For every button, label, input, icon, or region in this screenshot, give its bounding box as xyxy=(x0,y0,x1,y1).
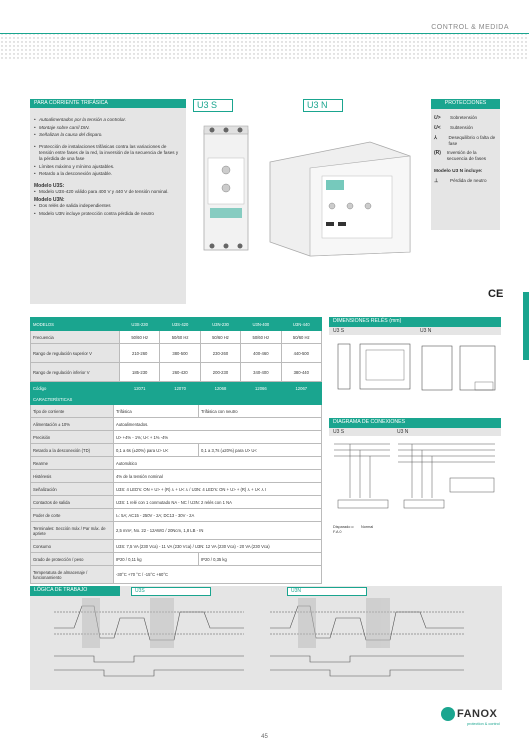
connection-diagram xyxy=(330,438,500,518)
u3s-item: • Modelo U3S-420 válido para 400 V y 440 V de tensión nominal. xyxy=(34,189,182,195)
u3n-list xyxy=(34,203,182,217)
description-item: • Protección de instalaciones trifásicas contra las variaciones de tensión entre fases de la red, la inversión de la secuencia de fases y la pérdida de una fase xyxy=(34,144,182,162)
u3n-extra-title: Modelo U3 N incluye: xyxy=(434,169,483,174)
dim-label-u3s: U3 S xyxy=(333,328,345,334)
u3s-list xyxy=(34,189,182,195)
table-row: Histéresis 4% de la tensión nominal xyxy=(31,470,322,483)
description-list xyxy=(34,144,182,177)
table-row: Grado de protección / peso IP20 / 0,11 kg IP20 / 0,35 kg xyxy=(31,553,322,566)
logica-title: LÓGICA DE TRABAJO xyxy=(30,586,120,596)
protecciones-title: PROTECCIONES xyxy=(431,99,500,109)
product-title-u3s: U3 S xyxy=(193,99,233,112)
page-header xyxy=(0,0,529,60)
fault-label: Disparado o F.A 0 xyxy=(333,525,354,534)
feature-item: • Señalizan la causa del disparo. xyxy=(34,132,182,138)
product-title-u3n: U3 N xyxy=(303,99,343,112)
header-dot-pattern xyxy=(0,32,529,60)
table-row: Rearme Automático xyxy=(31,457,322,470)
table-row: Retardo a la desconexión (TD) 0,1 a 6s (±20%) para U> U< 0,1 a 3,7s (±20%) para U> U< xyxy=(31,444,322,457)
u3n-heading: Modelo U3N: xyxy=(34,197,65,203)
table-row: Código 12071 12070 12068 12066 12067 xyxy=(31,382,322,395)
protecciones-list xyxy=(434,115,498,184)
description-item: • Límites máximo y mínimo ajustables. xyxy=(34,164,182,170)
u3n-item: • Modelo U3N incluye protección contra pérdida de neutro xyxy=(34,211,182,217)
protection-item: (R) Inversión de la secuencia de fases xyxy=(434,150,487,161)
diagrama-subheader xyxy=(329,428,501,436)
table-row: Terminales: Sección máx / Par máx. de apriete 2,5 mm², No. 22 - 12AWG / 20Ncm, 1,8 LB - IN xyxy=(31,522,322,540)
caracteristicas-header-row: CARACTERÍSTICAS xyxy=(31,394,322,405)
table-row: Poder de corte Iₙ: 5A; AC15 - 250V - 2A; DC13 - 30V - 2A xyxy=(31,509,322,522)
ce-mark: CE xyxy=(488,288,504,300)
logica-label-u3n: U3N xyxy=(287,587,367,596)
normal-label: Normal xyxy=(361,525,374,529)
logic-timing-diagrams xyxy=(34,598,499,688)
dimensiones-title: DIMENSIONES RELÉS (mm) xyxy=(329,317,501,327)
table-row: Consumo U3S: 7,5 VA (230 Vca) - 11 VA (230 Vca) / U3N: 12 VA (230 Vca) - 20 VA (230 Vca) xyxy=(31,540,322,553)
header-rule xyxy=(0,33,529,34)
table-row: Temperatura de almacenaje / funcionamiento -30°C +70 °C / -15°C +60°C xyxy=(31,566,322,584)
page-number: 45 xyxy=(261,734,268,740)
dim-label-u3n: U3 N xyxy=(420,328,432,334)
table-row: Rango de regulación inferior V 185-230 260-420 200-230 340-400 380-440 xyxy=(31,363,322,382)
logica-label-u3s: U3S xyxy=(131,587,211,596)
table-row: Frecuencia 50/60 Hz 50/60 Hz 50/60 Hz 50/60 Hz 50/60 Hz xyxy=(31,331,322,344)
section-title: CONTROL & MEDIDA xyxy=(431,24,509,31)
table-row: Contactos de salida U3S: 1 relé con 1 conmutado NA - NC / U3N: 2 relés con 1 NA xyxy=(31,496,322,509)
diag-label-u3n: U3 N xyxy=(397,429,409,435)
intro-content xyxy=(34,117,182,218)
protection-item: ⊥ Pérdida de neutro xyxy=(434,178,487,184)
brand-logo xyxy=(441,705,511,729)
protection-item: ⅄ Desequilibrio o falta de fase xyxy=(434,135,496,146)
models-table xyxy=(30,317,322,395)
table-row: Precisión U> +4% - 1%; U< + 1% -4% xyxy=(31,431,322,444)
models-header-row: MODELOS U3S-230 U3S-420 U3N-230 U3N-400 U3N-440 xyxy=(31,318,322,331)
intro-title: PARA CORRIENTE TRIFÁSICA xyxy=(30,99,186,108)
table-row: Tipo de corriente Trifásica Trifásica con neutro xyxy=(31,405,322,418)
table-row: Rango de regulación superior V 210-260 380-500 230-260 400-460 440-500 xyxy=(31,344,322,363)
dimensiones-subheader xyxy=(329,327,501,335)
u3n-relay-image xyxy=(250,132,425,257)
dimension-drawings xyxy=(330,336,500,396)
feature-list xyxy=(34,117,182,138)
protection-item: U> Sobretensión xyxy=(434,115,478,121)
u3s-heading: Modelo U3S: xyxy=(34,183,65,189)
feature-item: • Autoalimentados por la tensión a controlar. xyxy=(34,117,182,123)
brand-tagline: protection & control xyxy=(467,722,500,726)
diag-label-u3s: U3 S xyxy=(333,429,345,435)
side-tab xyxy=(523,292,529,360)
u3n-item: • Dos relés de salida independientes xyxy=(34,203,182,209)
u3s-relay-image xyxy=(196,118,256,256)
caracteristicas-table xyxy=(30,393,322,584)
brand-logo-mark xyxy=(441,707,455,721)
table-row: Alimentación ± 10% Autoalimentados. xyxy=(31,418,322,431)
brand-name: FANOX xyxy=(457,708,498,720)
diagrama-title: DIAGRAMA DE CONEXIONES xyxy=(329,418,501,428)
table-row: Señalización U3S: 4 LED's: ON + U> + (R) ⅄ + U< ⅄ / U3N: 4 LED's: ON + U> + (R) ⅄ + U< ⅄ I xyxy=(31,483,322,496)
feature-item: • Montaje sobre carril DIN. xyxy=(34,125,182,131)
description-item: • Retardo a la desconexión ajustable. xyxy=(34,171,182,177)
protection-item: U< Subtensión xyxy=(434,125,473,131)
